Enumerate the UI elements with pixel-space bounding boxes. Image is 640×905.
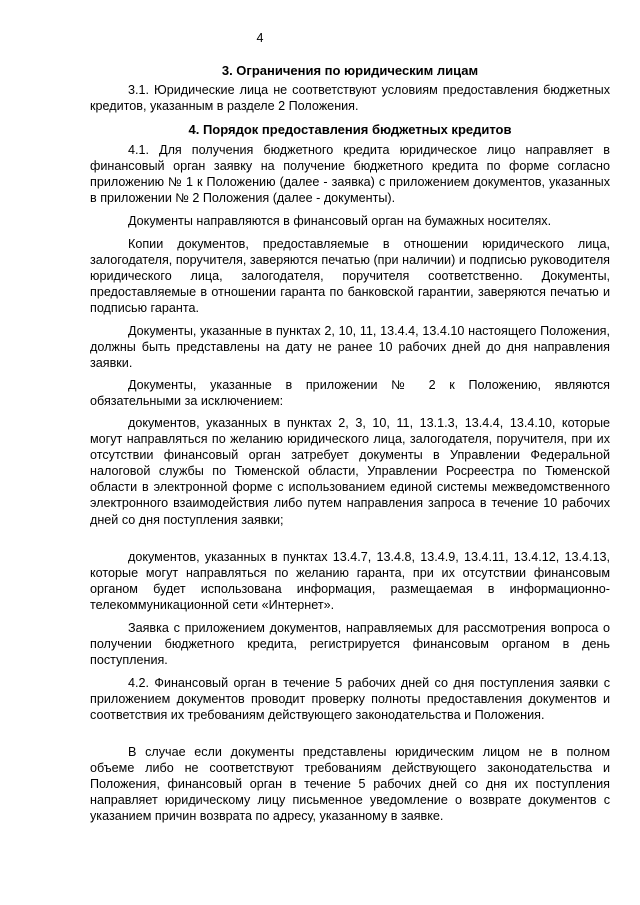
- paragraph-3-1: 3.1. Юридические лица не соответствуют условиям предоставления бюджетных кредитов, указанным в разделе 2 Положения.: [90, 83, 610, 114]
- section-4-heading: 4. Порядок предоставления бюджетных кредитов: [188, 122, 512, 137]
- paragraph-return-notice: В случае если документы представлены юридическим лицом не в полном объеме либо не соответствуют требованиям действующего законодательства и Положения, финансовый орган в течение 5 рабочих дней со дня их поступления направляет юридическому лицу письменное уведомление о возврате документов с указанием причин возврата по адресу, указанному в заявке.: [90, 745, 610, 824]
- page-number: 4: [256, 31, 264, 45]
- paragraph-4-1: 4.1. Для получения бюджетного кредита юридическое лицо направляет в финансовый орган заявку на получение бюджетного кредита по форме согласно приложению № 1 к Положению (далее - заявка) с приложением документов, указанных в приложении № 2 Положения (далее - документы).: [90, 143, 610, 206]
- paragraph-paper-media: Документы направляются в финансовый орган на бумажных носителях.: [128, 214, 552, 228]
- section-3-heading: 3. Ограничения по юридическим лицам: [221, 63, 479, 78]
- paragraph-registration: Заявка с приложением документов, направляемых для рассмотрения вопроса о получении бюджетного кредита, регистрируется финансовым органом в день поступления.: [90, 621, 610, 668]
- paragraph-exception-2: документов, указанных в пунктах 13.4.7, 13.4.8, 13.4.9, 13.4.11, 13.4.12, 13.4.13, которые могут направляться по желанию гаранта, при их отсутствии финансовым органом будет использована информация, размещаемая в информационно-телекоммуникационной сети «Интернет».: [90, 550, 610, 613]
- paragraph-4-2: 4.2. Финансовый орган в течение 5 рабочих дней со дня поступления заявки с приложением документов проводит проверку полноты предоставления документов и соответствия их требованиям действующего законодательства и Положения.: [90, 676, 610, 723]
- paragraph-document-copies: Копии документов, предоставляемые в отношении юридического лица, залогодателя, поручителя, заверяются печатью (при наличии) и подписью руководителя юридического лица, залогодателя, поручителя соответственно. Документы, предоставляемые в отношении гаранта по банковской гарантии, заверяются печатью и подписью гаранта.: [90, 237, 610, 316]
- paragraph-document-dates: Документы, указанные в пунктах 2, 10, 11, 13.4.4, 13.4.10 настоящего Положения, должны быть представлены на дату не ранее 10 рабочих дней до дня направления заявки.: [90, 324, 610, 371]
- paragraph-mandatory-documents: Документы, указанные в приложении № 2 к Положению, являются обязательными за исключением:: [90, 378, 610, 409]
- paragraph-exception-1: документов, указанных в пунктах 2, 3, 10, 11, 13.1.3, 13.4.4, 13.4.10, которые могут направляться по желанию юридического лица, залогодателя, поручителя, при их отсутствии финансовый орган затребует документы в Управлении Федеральной налоговой службы по Тюменской области, Управлении Росреестра по Тюменской области в электронной форме с использованием единой системы межведомственного электронного взаимодействия либо путем направления запроса в течение 10 рабочих дней со дня поступления заявки;: [90, 416, 610, 527]
